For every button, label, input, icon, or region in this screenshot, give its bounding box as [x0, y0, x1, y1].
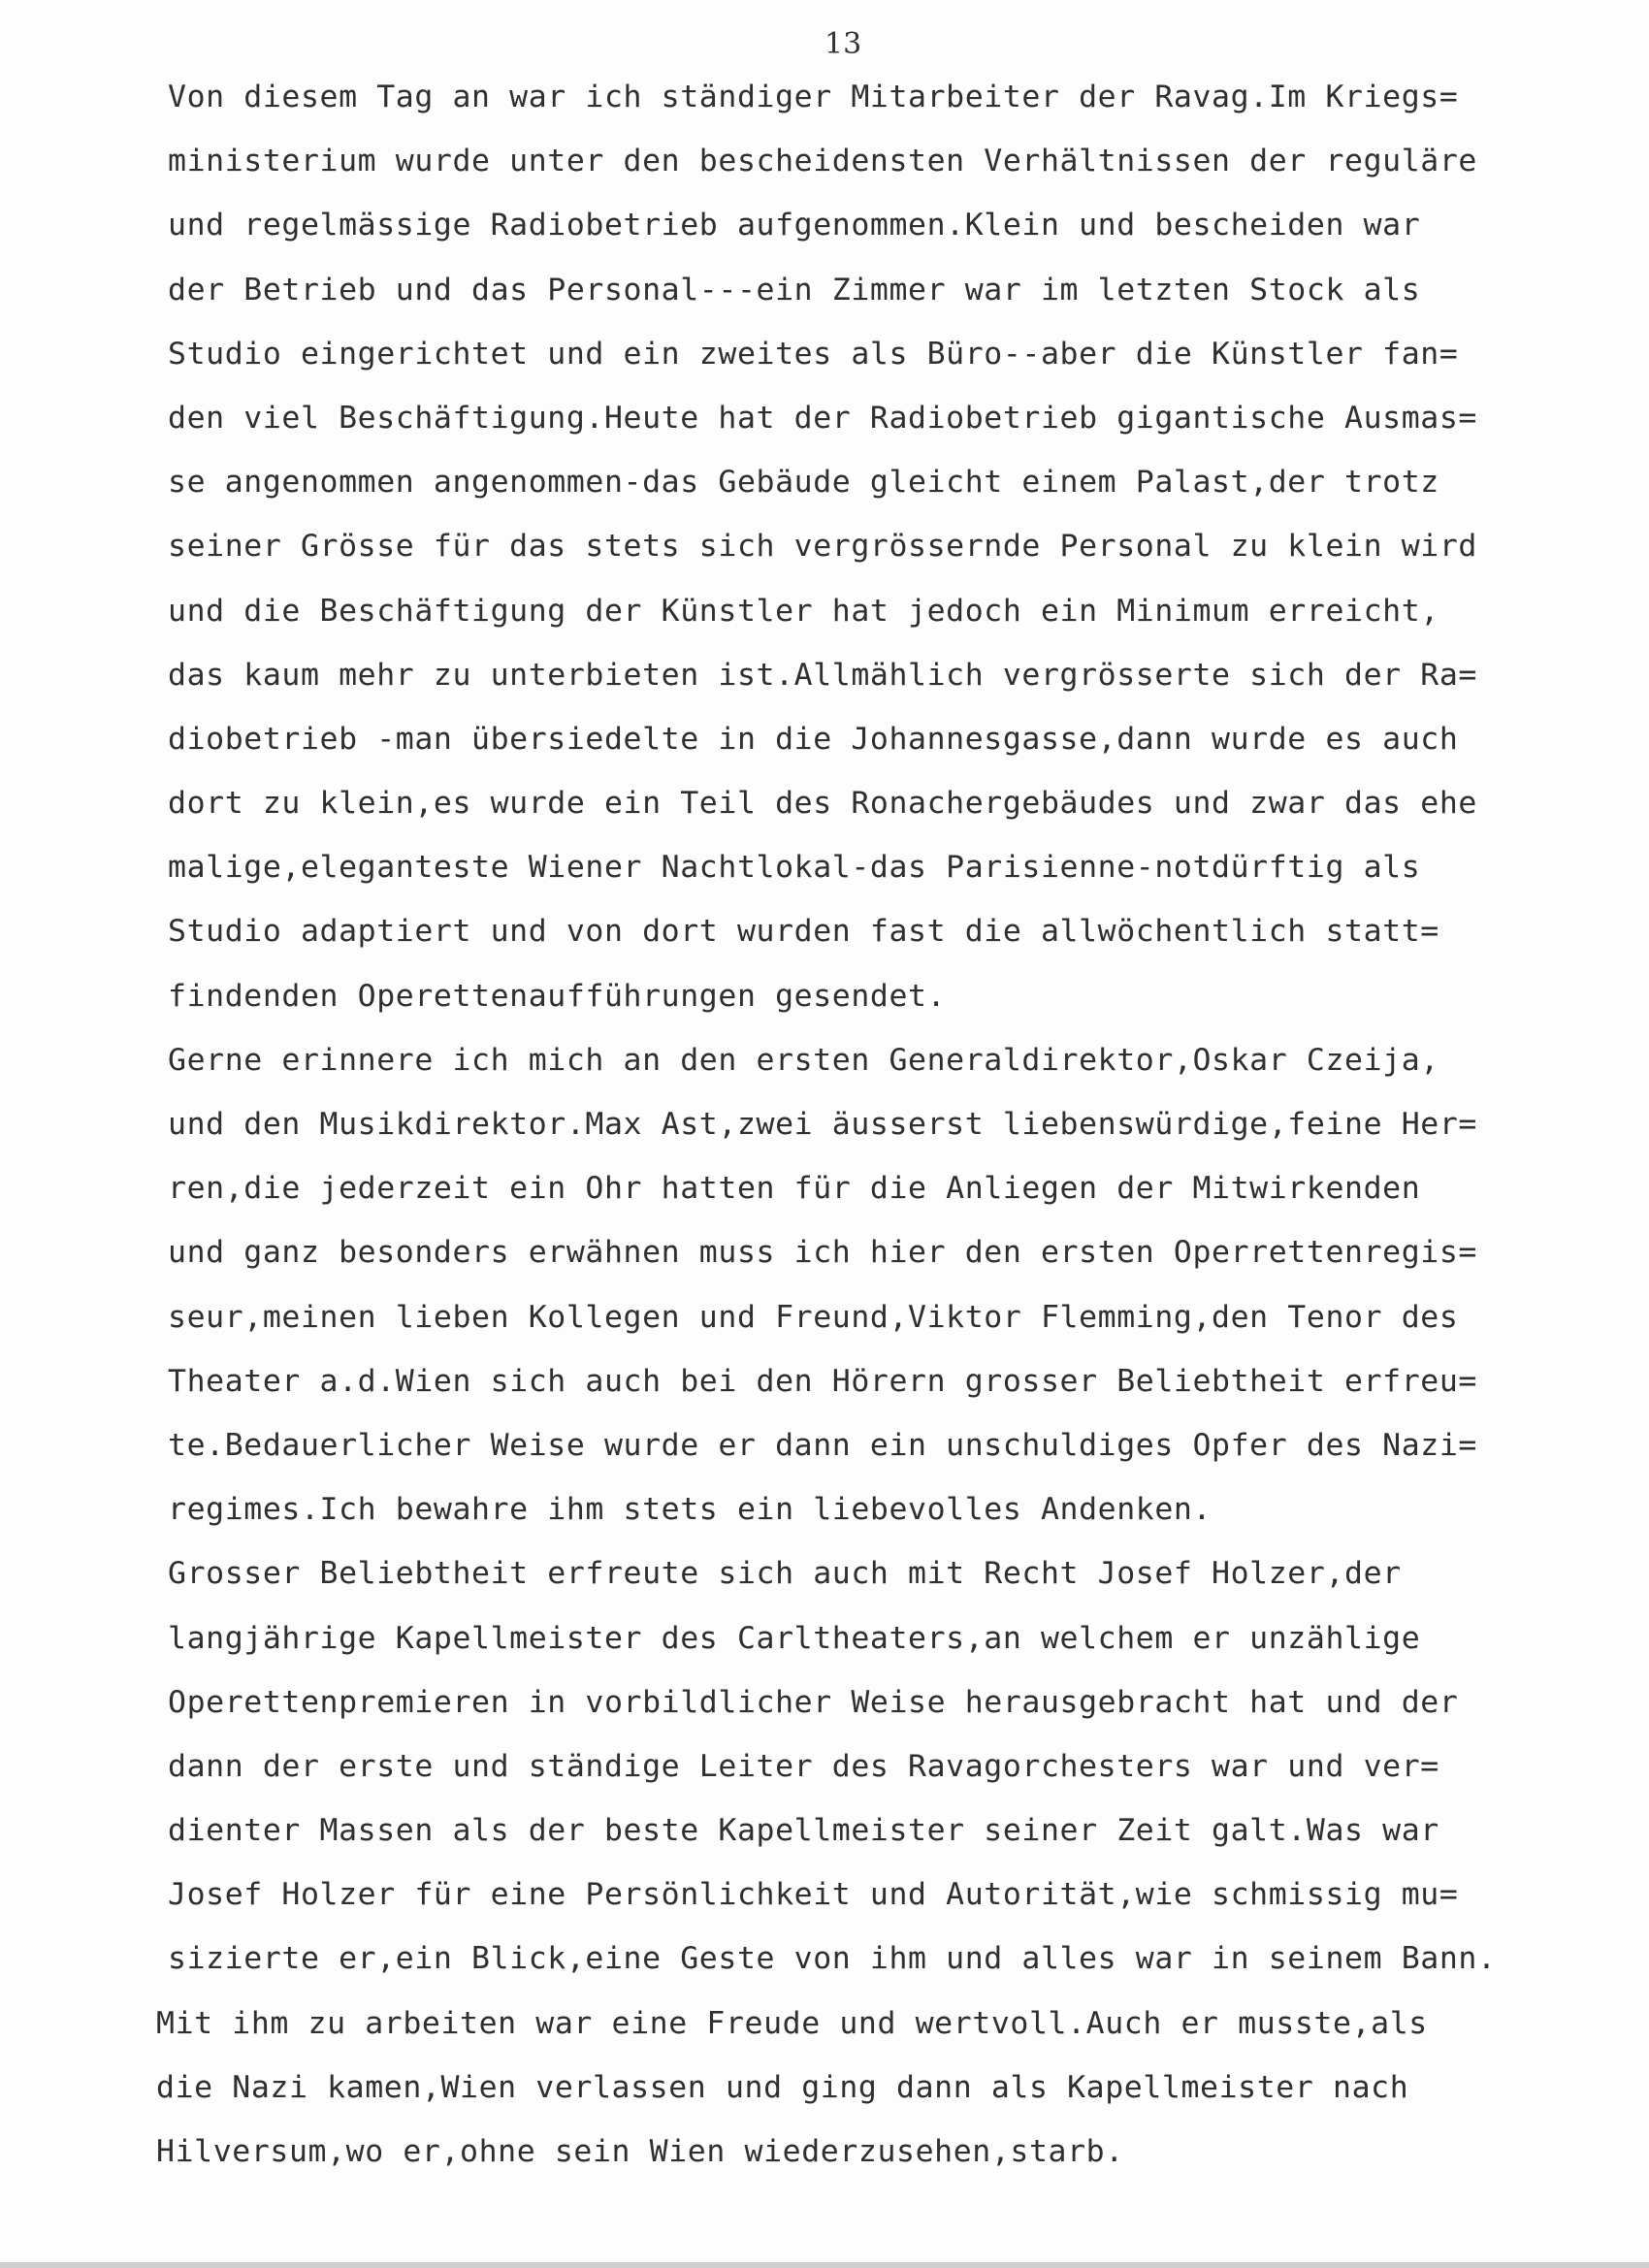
text-line: Gerne erinnere ich mich an den ersten Generaldirektor,Oskar Czeija, [168, 1042, 1439, 1078]
text-line: die Nazi kamen,Wien verlassen und ging dann als Kapellmeister nach [156, 2069, 1409, 2105]
text-line: se angenommen angenommen-das Gebäude gleicht einem Palast,der trotz [168, 465, 1439, 501]
text-line: den viel Beschäftigung.Heute hat der Radiobetrieb gigantische Ausmas= [168, 400, 1477, 436]
text-line: dann der erste und ständige Leiter des Ravagorchesters war und ver= [168, 1748, 1439, 1784]
text-line: dienter Massen als der beste Kapellmeister seiner Zeit galt.Was war [168, 1813, 1439, 1849]
text-line: malige,eleganteste Wiener Nachtlokal-das Parisienne-notdürftig als [168, 850, 1421, 886]
text-line: das kaum mehr zu unterbieten ist.Allmählich vergrösserte sich der Ra= [168, 657, 1477, 693]
text-line: te.Bedauerlicher Weise wurde er dann ein unschuldiges Opfer des Nazi= [168, 1427, 1477, 1463]
text-line: der Betrieb und das Personal---ein Zimmer war im letzten Stock als [168, 272, 1421, 308]
text-line: Hilversum,wo er,ohne sein Wien wiederzusehen,starb. [156, 2134, 1124, 2169]
scan-bottom-edge [0, 2262, 1649, 2268]
text-line: und den Musikdirektor.Max Ast,zwei äusserst liebenswürdige,feine Her= [168, 1107, 1477, 1142]
text-line: und die Beschäftigung der Künstler hat jedoch ein Minimum erreicht, [168, 593, 1439, 629]
text-line: ministerium wurde unter den bescheidensten Verhältnissen der reguläre [168, 144, 1477, 179]
text-line: regimes.Ich bewahre ihm stets ein liebevolles Andenken. [168, 1492, 1212, 1528]
text-line: Studio adaptiert und von dort wurden fast die allwöchentlich statt= [168, 914, 1439, 950]
text-line: findenden Operettenaufführungen gesendet. [168, 978, 947, 1014]
text-line: Operettenpremieren in vorbildlicher Weise herausgebracht hat und der [168, 1684, 1459, 1720]
typed-body-text [156, 76, 1603, 2194]
page-number: 13 [824, 27, 862, 61]
text-line: Grosser Beliebtheit erfreute sich auch mit Recht Josef Holzer,der [168, 1556, 1402, 1592]
text-line: seur,meinen lieben Kollegen und Freund,Viktor Flemming,den Tenor des [168, 1299, 1459, 1335]
text-line: Theater a.d.Wien sich auch bei den Hörern grosser Beliebtheit erfreu= [168, 1363, 1477, 1399]
text-line: Studio eingerichtet und ein zweites als Büro--aber die Künstler fan= [168, 336, 1459, 372]
text-line: diobetrieb -man übersiedelte in die Johannesgasse,dann wurde es auch [168, 721, 1459, 757]
text-line: ren,die jederzeit ein Ohr hatten für die Anliegen der Mitwirkenden [168, 1171, 1421, 1207]
text-line: und ganz besonders erwähnen muss ich hier den ersten Operrettenregis= [168, 1235, 1477, 1271]
text-line: Mit ihm zu arbeiten war eine Freude und wertvoll.Auch er musste,als [156, 2005, 1428, 2041]
text-line: Josef Holzer für eine Persönlichkeit und Autorität,wie schmissig mu= [168, 1877, 1459, 1913]
text-line: Von diesem Tag an war ich ständiger Mitarbeiter der Ravag.Im Kriegs= [168, 80, 1459, 114]
text-line: und regelmässige Radiobetrieb aufgenommen.Klein und bescheiden war [168, 208, 1421, 243]
text-line: sizierte er,ein Blick,eine Geste von ihm und alles war in seinem Bann. [168, 1941, 1497, 1977]
text-line: dort zu klein,es wurde ein Teil des Ronachergebäudes und zwar das ehe [168, 786, 1477, 822]
text-line: langjährige Kapellmeister des Carltheaters,an welchem er unzählige [168, 1620, 1421, 1656]
text-line: seiner Grösse für das stets sich vergrössernde Personal zu klein wird [168, 529, 1477, 565]
